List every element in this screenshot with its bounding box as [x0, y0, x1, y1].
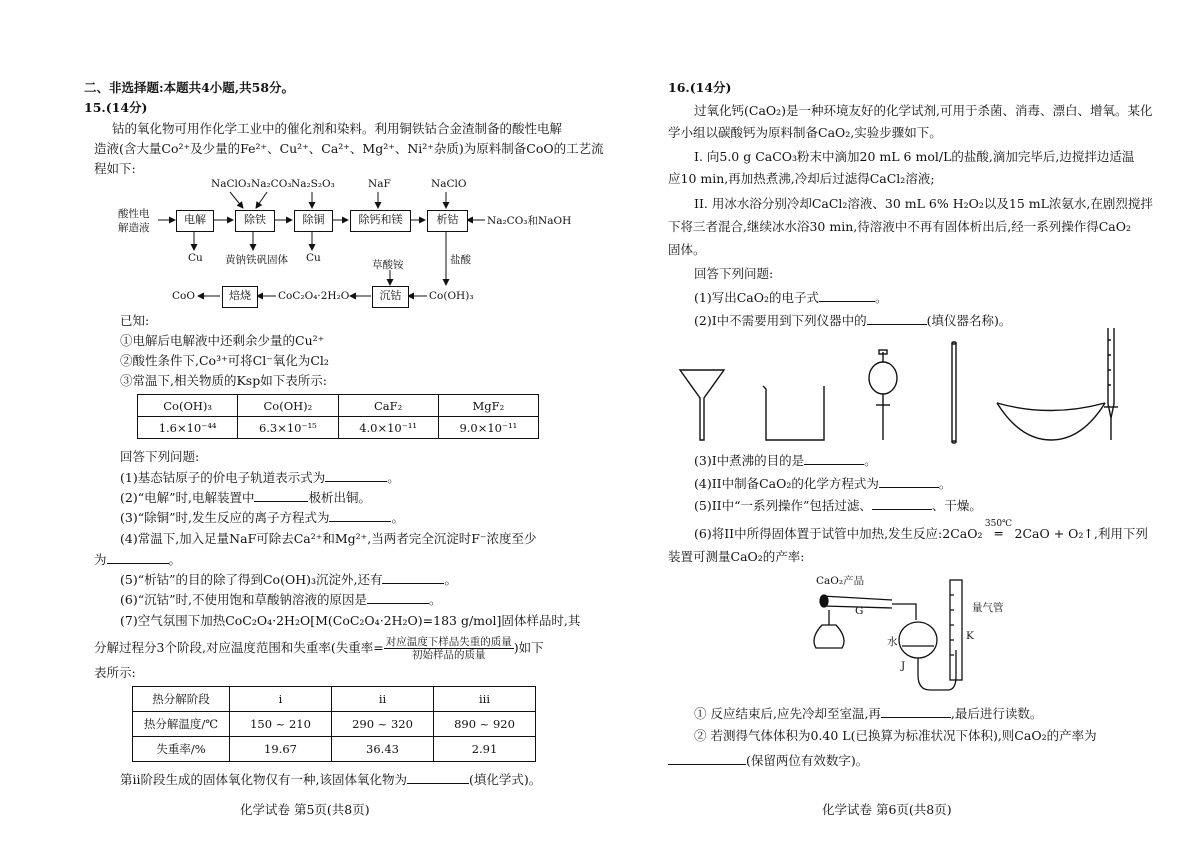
reagent-na2s2o3: Na₂S₂O₃	[291, 178, 335, 190]
answer-blank[interactable]	[367, 591, 429, 604]
q16-sub-6-text-a: (6)将II中所得固体置于试管中加热,发生反应:2CaO₂	[694, 526, 983, 541]
flow-box-electrolysis: 电解	[176, 210, 214, 232]
q16-intro-2: 学小组以碳酸钙为原料制备CaO₂,实验步骤如下。	[668, 125, 942, 140]
ksp-value: 4.0×10⁻¹¹	[338, 417, 438, 439]
reagent-ammonium-oxalate: 草酸铵	[372, 259, 404, 271]
feed-label-2: 解造液	[118, 222, 150, 234]
decomp-header: iii	[434, 687, 536, 712]
q15-sub-2	[120, 489, 371, 506]
q16-sub-4-text: (4)II中制备CaO₂的化学方程式为	[694, 476, 879, 491]
apparatus-label-j: J	[901, 660, 906, 672]
flow-box-remove-iron: 除铁	[235, 210, 275, 232]
answer-blank[interactable]	[325, 469, 387, 482]
q15-sub-7-text-b: 分解过程分3个阶段,对应温度范围和失重率(失重率=	[94, 640, 384, 655]
decomp-cell: 890 ~ 920	[434, 712, 536, 737]
decomp-cell: 290 ~ 320	[332, 712, 434, 737]
q16-sub-3-text: (3)I中煮沸的目的是	[694, 453, 805, 468]
answer-title-16: 回答下列问题:	[694, 266, 774, 281]
ksp-header: Co(OH)₂	[238, 395, 338, 417]
feed-label-1: 酸性电	[118, 208, 150, 220]
q16-step1b: 应10 min,再加热煮沸,冷却后过滤得CaCl₂溶液;	[668, 171, 935, 186]
apparatus-burette-label: 量气管	[972, 602, 1004, 614]
q16-sub-6-1-text-a: ① 反应结束后,应先冷却至室温,再	[694, 706, 881, 721]
weight-loss-fraction	[384, 636, 514, 661]
q16-sub-6-2b	[668, 752, 868, 769]
output-cu-1: Cu	[188, 252, 203, 264]
side-reagent: Na₂CO₃和NaOH	[487, 215, 572, 227]
flow-box-roasting: 焙烧	[222, 286, 258, 308]
known-2: ②酸性条件下,Co³⁺可将Cl⁻氧化为Cl₂	[120, 353, 329, 368]
known-1: ①电解后电解液中还剩余少量的Cu²⁺	[120, 333, 325, 348]
product-cooh3: Co(OH)₃	[429, 290, 474, 302]
q15-sub-5-text: (5)“析钴”的目的除了得到Co(OH)₃沉淀外,还有	[120, 572, 383, 587]
q15-sub-7c: 表所示:	[94, 665, 136, 680]
q15-sub-5: (5)“析钴”的目的除了得到Co(OH)₃沉淀外,还有 。	[120, 572, 457, 587]
q16-sub-6-2a: ② 若测得气体体积为0.40 L(已换算为标准状况下体积),则CaO₂的产率为	[694, 728, 1097, 743]
q15-sub-3-text: (3)“除铜”时,发生反应的离子方程式为	[120, 510, 330, 525]
decomp-cell: 热分解温度/℃	[133, 712, 230, 737]
ksp-header: MgF₂	[438, 395, 538, 417]
known-3: ③常温下,相关物质的Ksp如下表所示:	[120, 373, 327, 388]
q15-sub-2-text-b: 极析出铜。	[308, 490, 371, 505]
answer-blank[interactable]	[668, 752, 746, 765]
q15-sub-7b	[94, 634, 544, 662]
flow-box-cobalt-deposition: 沉钴	[372, 286, 409, 308]
q15-number: 15.(14分)	[84, 100, 148, 115]
ksp-value: 9.0×10⁻¹¹	[438, 417, 538, 439]
decomp-cell: 19.67	[230, 737, 332, 762]
q15-sub-7a: (7)空气氛围下加热CoC₂O₄·2H₂O[M(CoC₂O₄·2H₂O)=183 g/mol]固体样品时,其	[120, 613, 581, 628]
q16-sub-6c: 装置可测量CaO₂的产率:	[668, 549, 805, 564]
reagent-hcl: 盐酸	[450, 254, 471, 266]
q15-sub-4a: (4)常温下,加入足量NaF可除去Ca²⁺和Mg²⁺,当两者完全沉淀时F⁻浓度至少	[120, 531, 537, 546]
page-footer-left: 化学试卷 第5页(共8页)	[240, 802, 370, 817]
q16-sub-2-text-b: (填仪器名称)。	[926, 313, 1012, 328]
q15-intro-1: 钴的氧化物可用作化学工业中的催化剂和染料。利用铜铁钴合金渣制备的酸性电解	[112, 121, 563, 136]
flow-box-remove-copper: 除铜	[294, 210, 333, 232]
q16-step2c: 固体。	[668, 242, 706, 257]
reagent-naclo: NaClO	[431, 178, 467, 190]
page-6	[600, 0, 1200, 849]
answer-blank[interactable]	[382, 571, 444, 584]
flow-box-precipitate-cobalt: 析钴	[427, 210, 468, 232]
apparatus-sample-label: CaO₂产品	[816, 575, 865, 587]
answer-blank[interactable]	[329, 509, 391, 522]
page-footer-right: 化学试卷 第6页(共8页)	[822, 802, 952, 817]
decomp-cell: 失重率/%	[133, 737, 230, 762]
ksp-table	[137, 394, 539, 439]
output-jarosite: 黄钠铁矾固体	[225, 254, 288, 266]
q16-sub-2-text-a: (2)I中不需要用到下列仪器中的	[694, 313, 867, 328]
q15-final	[120, 771, 541, 788]
decomposition-table	[132, 686, 536, 762]
q15-sub-3: (3)“除铜”时,发生反应的离子方程式为 。	[120, 510, 404, 525]
q15-sub-6-text: (6)“沉钴”时,不使用饱和草酸钠溶液的原因是	[120, 592, 367, 607]
q15-final-text-a: 第ii阶段生成的固体氧化物仅有一种,该固体氧化物为	[120, 772, 407, 787]
known-title: 已知:	[120, 313, 150, 328]
ksp-header: Co(OH)₃	[138, 395, 238, 417]
water-funnel-icon	[899, 622, 937, 658]
product-cobalt-oxalate: CoC₂O₄·2H₂O	[278, 290, 350, 302]
q16-intro-1: 过氧化钙(CaO₂)是一种环境友好的化学试剂,可用于杀菌、消毒、漂白、增氧。某化	[694, 103, 1153, 118]
decomp-header: 热分解阶段	[133, 687, 230, 712]
answer-blank[interactable]	[407, 771, 469, 784]
apparatus-label-k: K	[966, 630, 974, 642]
reagent-na2co3: Na₂CO₃	[251, 178, 292, 190]
q16-sub-1-text: (1)写出CaO₂的电子式	[694, 290, 819, 305]
q15-sub-1-text: (1)基态钴原子的价电子轨道表示式为	[120, 470, 326, 485]
ksp-value: 1.6×10⁻⁴⁴	[138, 417, 238, 439]
q15-final-text-b: (填化学式)。	[468, 772, 542, 787]
q16-step1a: I. 向5.0 g CaCO₃粉末中滴加20 mL 6 mol/L的盐酸,滴加完毕后,边搅拌边适温	[694, 149, 1135, 164]
q16-sub-6-2-text-b: (保留两位有效数字)。	[746, 753, 869, 768]
decomp-cell: 2.91	[434, 737, 536, 762]
q15-sub-4b: 为 。	[94, 552, 182, 567]
q16-number: 16.(14分)	[668, 80, 732, 95]
decomp-cell: 150 ~ 210	[230, 712, 332, 737]
decomp-cell: 36.43	[332, 737, 434, 762]
q15-intro-2: 造液(含大量Co²⁺及少量的Fe²⁺、Cu²⁺、Ca²⁺、Mg²⁺、Ni²⁺杂质)为原料制备CoO的工艺流	[94, 141, 604, 156]
q16-sub-3: (3)I中煮沸的目的是 。	[694, 453, 877, 468]
q15-sub-4-text-b: 为	[94, 552, 107, 567]
q16-sub-5-text-b: 、干燥。	[931, 498, 982, 513]
answer-blank[interactable]	[881, 705, 951, 718]
q16-sub-5-text-a: (5)II中“一系列操作”包括过滤、	[694, 498, 872, 513]
output-cu-2: Cu	[306, 252, 321, 264]
q16-sub-6-text-b: 2CaO + O₂↑,利用下列	[1014, 526, 1148, 541]
product-coo: CoO	[172, 290, 195, 302]
answer-title-15: 回答下列问题:	[120, 449, 200, 464]
decomp-header: i	[230, 687, 332, 712]
q15-intro-3: 程如下:	[94, 161, 136, 176]
fraction-denominator: 初始样品的质量	[412, 649, 486, 661]
ksp-header: CaF₂	[338, 395, 438, 417]
q16-step2a: II. 用冰水浴分别冷却CaCl₂溶液、30 mL 6% H₂O₂以及15 mL浓氨水,在剧烈搅拌	[694, 196, 1153, 211]
answer-blank[interactable]	[254, 489, 308, 502]
q15-sub-6: (6)“沉钴”时,不使用饱和草酸钠溶液的原因是 。	[120, 592, 442, 607]
q15-sub-7-text-c: )如下	[513, 640, 544, 655]
q16-sub-1: (1)写出CaO₂的电子式 。	[694, 290, 888, 305]
ksp-value: 6.3×10⁻¹⁵	[238, 417, 338, 439]
q16-sub-4: (4)II中制备CaO₂的化学方程式为 。	[694, 476, 952, 491]
apparatus-label-water: 水	[887, 636, 898, 648]
reagent-naf: NaF	[368, 178, 391, 190]
q16-sub-6-1	[694, 705, 1042, 722]
alcohol-lamp-icon	[814, 625, 844, 648]
apparatus-label-g: G	[855, 605, 864, 617]
flow-box-remove-ca-mg: 除钙和镁	[350, 210, 411, 232]
decomp-header: ii	[332, 687, 434, 712]
reagent-naclo3: NaClO₃	[211, 178, 251, 190]
reaction-condition: 350℃ ═	[983, 526, 1015, 542]
section-title: 二、非选择题:本题共4小题,共58分。	[84, 80, 295, 95]
q16-step2b: 下将三者混合,继续冰水浴30 min,待溶液中不再有固体析出后,经一系列操作得CaO₂	[668, 219, 1131, 234]
q15-sub-1: (1)基态钴原子的价电子轨道表示式为 。	[120, 470, 400, 485]
q16-sub-6-1-text-b: ,最后进行读数。	[950, 706, 1043, 721]
answer-blank[interactable]	[107, 551, 169, 564]
reaction-temperature: 350℃	[984, 519, 1013, 529]
fraction-numerator: 对应温度下样品失重的质量	[385, 636, 512, 648]
q15-sub-2-text-a: (2)“电解”时,电解装置中	[120, 490, 255, 505]
